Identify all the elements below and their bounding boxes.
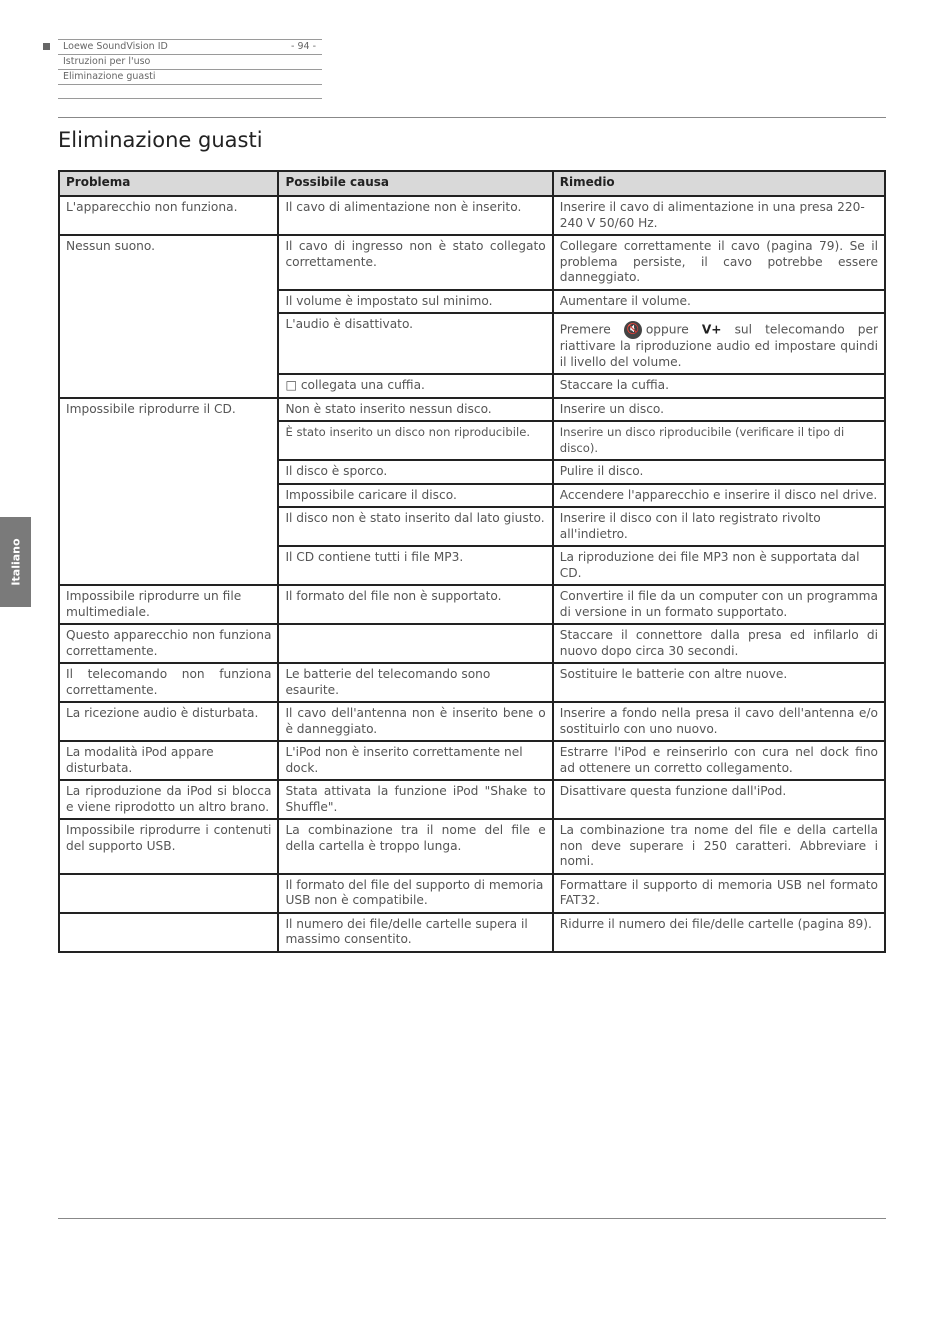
remedy-cell: La riproduzione dei file MP3 non è supportata dal CD. <box>553 546 885 585</box>
cause-cell: Le batterie del telecomando sono esaurite. <box>278 663 552 702</box>
remedy-cell: Staccare il connettore dalla presa ed infilarlo di nuovo dopo circa 30 secondi. <box>553 624 885 663</box>
table-row <box>59 196 885 235</box>
table-row <box>59 624 885 663</box>
table-row <box>59 874 885 913</box>
cause-cell: Il disco non è stato inserito dal lato giusto. <box>278 507 552 546</box>
cause-cell: Il cavo di alimentazione non è inserito. <box>278 196 552 235</box>
mute-icon: 🔇 <box>624 321 642 339</box>
cause-cell: È stato inserito un disco non riproducibile. <box>278 421 552 460</box>
table-row <box>59 702 885 741</box>
bottom-divider <box>58 1218 886 1219</box>
problem-cell <box>59 874 278 913</box>
problem-cell: Impossibile riprodurre un file multimediale. <box>59 585 278 624</box>
remedy-cell: Pulire il disco. <box>553 460 885 484</box>
cause-cell <box>278 624 552 663</box>
remedy-cell: Inserire un disco riproducibile (verificare il tipo di disco). <box>553 421 885 460</box>
table-row <box>59 741 885 780</box>
header-manual: Istruzioni per l'uso <box>58 54 322 69</box>
cause-cell: Il formato del file non è supportato. <box>278 585 552 624</box>
problem-cell: L'apparecchio non funziona. <box>59 196 278 235</box>
remedy-cell: Inserire un disco. <box>553 398 885 422</box>
problem-cell <box>59 913 278 952</box>
cause-cell: Il numero dei file/delle cartelle supera il massimo consentito. <box>278 913 552 952</box>
cause-cell: Il volume è impostato sul minimo. <box>278 290 552 314</box>
page-title: Eliminazione guasti <box>58 128 263 152</box>
cause-cell: Il formato del file del supporto di memoria USB non è compatibile. <box>278 874 552 913</box>
table-row <box>59 585 885 624</box>
remedy-cell: Aumentare il volume. <box>553 290 885 314</box>
column-header-remedy: Rimedio <box>553 171 885 196</box>
remedy-cell: Inserire il disco con il lato registrato rivolto all'indietro. <box>553 507 885 546</box>
problem-cell: Il telecomando non funziona correttamente. <box>59 663 278 702</box>
remedy-cell: Inserire il cavo di alimentazione in una presa 220-240 V 50/60 Hz. <box>553 196 885 235</box>
remedy-text-post: sul telecomando per riattivare la riproduzione audio ed impostare quindi il livello del volume. <box>559 322 879 369</box>
remedy-cell: Ridurre il numero dei file/delle cartelle (pagina 89). <box>553 913 885 952</box>
remedy-cell: Disattivare questa funzione dall'iPod. <box>553 780 885 819</box>
cause-cell: Stata attivata la funzione iPod "Shake to Shuffle". <box>278 780 552 819</box>
cause-cell: Il cavo dell'antenna non è inserito bene o è danneggiato. <box>278 702 552 741</box>
cause-cell: Il cavo di ingresso non è stato collegato correttamente. <box>278 235 552 290</box>
problem-cell: Nessun suono. <box>59 235 278 398</box>
troubleshooting-table <box>58 170 886 953</box>
problem-cell: Impossibile riprodurre il CD. <box>59 398 278 586</box>
remedy-cell: Estrarre l'iPod e reinserirlo con cura nel dock fino ad ottenere un corretto collegamento. <box>553 741 885 780</box>
problem-cell: La ricezione audio è disturbata. <box>59 702 278 741</box>
language-tab <box>0 517 31 607</box>
cause-cell: L'iPod non è inserito correttamente nel dock. <box>278 741 552 780</box>
running-header <box>58 39 322 99</box>
remedy-cell: La combinazione tra nome del file e della cartella non deve superare i 250 caratteri. Abbreviare i nomi. <box>553 819 885 874</box>
cause-cell: Non è stato inserito nessun disco. <box>278 398 552 422</box>
remedy-cell: Sostituire le batterie con altre nuove. <box>553 663 885 702</box>
header-bullet <box>43 43 50 50</box>
table-header-row <box>59 171 885 196</box>
cause-cell: Il CD contiene tutti i file MP3. <box>278 546 552 585</box>
problem-cell: Impossibile riprodurre i contenuti del supporto USB. <box>59 819 278 874</box>
header-product: Loewe SoundVision ID - 94 - <box>58 39 322 54</box>
column-header-problem: Problema <box>59 171 278 196</box>
header-blank-line <box>58 84 322 99</box>
remedy-text-pre: Premere <box>559 322 611 337</box>
table-row <box>59 235 885 290</box>
remedy-cell: Staccare la cuffia. <box>553 374 885 398</box>
cause-cell: Impossibile caricare il disco. <box>278 484 552 508</box>
column-header-cause: Possibile causa <box>278 171 552 196</box>
page-number: - 94 - <box>291 41 316 52</box>
volume-up-key-label: V+ <box>701 322 722 337</box>
table-row <box>59 398 885 422</box>
remedy-cell: Formattare il supporto di memoria USB nel formato FAT32. <box>553 874 885 913</box>
remedy-cell: Inserire a fondo nella presa il cavo dell'antenna e/o sostituirlo con uno nuovo. <box>553 702 885 741</box>
problem-cell: La modalità iPod appare disturbata. <box>59 741 278 780</box>
language-tab-label: Italiano <box>9 538 22 586</box>
cause-cell: La combinazione tra il nome del file e della cartella è troppo lunga. <box>278 819 552 874</box>
table-row <box>59 913 885 952</box>
remedy-text-mid: oppure <box>645 322 689 337</box>
header-section: Eliminazione guasti <box>58 69 322 84</box>
remedy-cell: Accendere l'apparecchio e inserire il disco nel drive. <box>553 484 885 508</box>
problem-cell: Questo apparecchio non funziona correttamente. <box>59 624 278 663</box>
table-row <box>59 819 885 874</box>
remedy-cell: Collegare correttamente il cavo (pagina 79). Se il problema persiste, il cavo potrebbe essere danneggiato. <box>553 235 885 290</box>
table-row <box>59 780 885 819</box>
problem-cell: La riproduzione da iPod si blocca e viene riprodotto un altro brano. <box>59 780 278 819</box>
remedy-cell: Convertire il file da un computer con un programma di versione in un formato supportato. <box>553 585 885 624</box>
top-divider <box>58 117 886 118</box>
remedy-cell <box>553 313 885 374</box>
table-row <box>59 663 885 702</box>
cause-cell: L'audio è disattivato. <box>278 313 552 374</box>
cause-cell: □ collegata una cuffia. <box>278 374 552 398</box>
cause-cell: Il disco è sporco. <box>278 460 552 484</box>
